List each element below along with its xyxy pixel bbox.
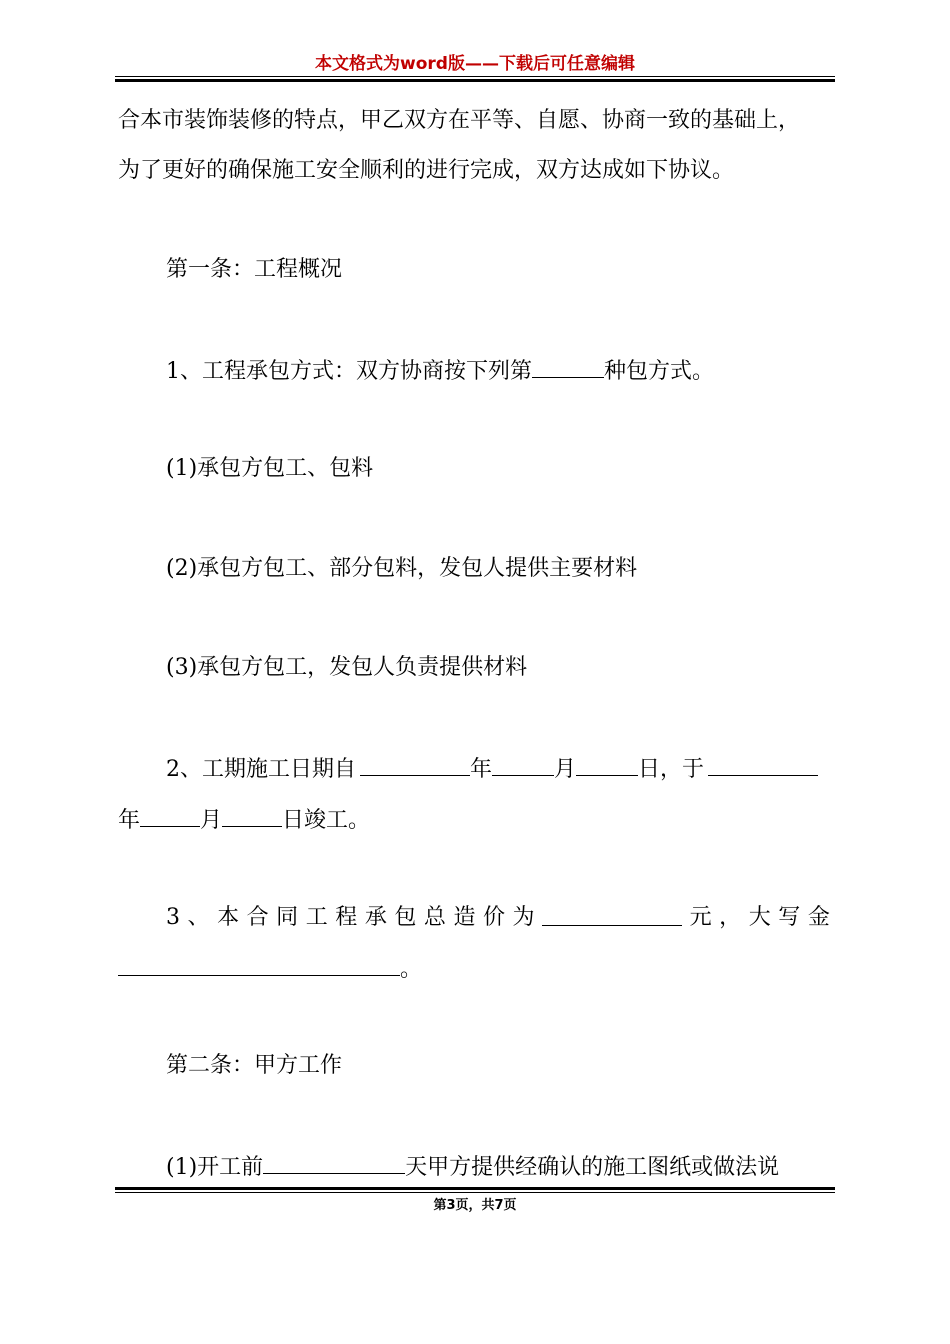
intro-line-1: 合本市装饰装修的特点，甲乙双方在平等、自愿、协商一致的基础上， xyxy=(118,108,801,133)
blank-start-day xyxy=(576,755,638,776)
item-3-line-2 xyxy=(118,955,422,983)
item-3-char: 合 xyxy=(246,905,269,930)
article-2-title: 第二条：甲方工作 xyxy=(166,1053,343,1078)
item-3-end: 。 xyxy=(400,957,423,982)
intro-line-2: 为了更好的确保施工安全顺利的进行完成，双方达成如下协议。 xyxy=(118,158,735,183)
item-3-char: 价 xyxy=(483,905,506,930)
header-rule-thick xyxy=(115,79,835,82)
header-rule-thin xyxy=(115,76,835,77)
footer-rule-thin xyxy=(115,1192,835,1193)
item-2-day-to: 日，于 xyxy=(638,757,705,782)
blank-end-year xyxy=(708,755,818,776)
item-2-line2-end: 日竣工。 xyxy=(282,808,371,833)
item-3-char: 、 xyxy=(187,905,210,930)
item-3-char: 包 xyxy=(394,905,417,930)
blank-price-in-words xyxy=(118,955,400,976)
blank-end-month xyxy=(140,806,200,827)
footer-rule-thick xyxy=(115,1187,835,1190)
option-2: (2)承包方包工、部分包料，发包人提供主要材料 xyxy=(166,556,638,581)
item-3-line-1 xyxy=(166,905,830,931)
item-2-line-2 xyxy=(118,806,370,834)
item-1-text-a: 1、工程承包方式：双方协商按下列第 xyxy=(166,359,532,384)
item-3-char: 程 xyxy=(335,905,358,930)
item-3-char: ， xyxy=(719,905,742,930)
option-3: (3)承包方包工，发包人负责提供材料 xyxy=(166,655,528,680)
item-2-line-1 xyxy=(166,755,818,783)
option-1: (1)承包方包工、包料 xyxy=(166,456,374,481)
item-3-char: 承 xyxy=(364,905,387,930)
item-2-line2-month: 月 xyxy=(200,808,223,833)
item-1 xyxy=(166,357,714,385)
item-2-line2-year: 年 xyxy=(118,808,141,833)
blank-total-price xyxy=(542,905,682,926)
item-4-text-b: 天甲方提供经确认的施工图纸或做法说 xyxy=(405,1155,780,1180)
item-2-text-a: 2、工期施工日期自 xyxy=(166,757,356,782)
item-3-char: 写 xyxy=(778,905,801,930)
item-3-char: 总 xyxy=(423,905,446,930)
item-3-char: 工 xyxy=(305,905,328,930)
item-1-text-b: 种包方式。 xyxy=(604,359,715,384)
item-3-char: 大 xyxy=(748,905,771,930)
item-3-char: 造 xyxy=(453,905,476,930)
item-3-char: 本 xyxy=(217,905,240,930)
blank-start-year xyxy=(360,755,470,776)
blank-contract-type xyxy=(532,357,604,378)
blank-start-month xyxy=(492,755,554,776)
item-2-month: 月 xyxy=(554,757,577,782)
item-3-char: 同 xyxy=(276,905,299,930)
item-2-year: 年 xyxy=(470,757,493,782)
page-number: 第3页，共7页 xyxy=(433,1198,517,1213)
blank-days-before xyxy=(263,1153,405,1174)
item-4 xyxy=(166,1153,779,1181)
item-3-char: 3 xyxy=(166,905,180,930)
blank-end-day xyxy=(222,806,282,827)
item-3-char: 为 xyxy=(512,905,535,930)
article-1-title: 第一条：工程概况 xyxy=(166,257,343,282)
item-3-yuan: 元 xyxy=(689,905,712,930)
item-3-char: 金 xyxy=(807,905,830,930)
page-header-note: 本文格式为word版——下载后可任意编辑 xyxy=(315,54,635,74)
item-4-text-a: (1)开工前 xyxy=(166,1155,264,1180)
